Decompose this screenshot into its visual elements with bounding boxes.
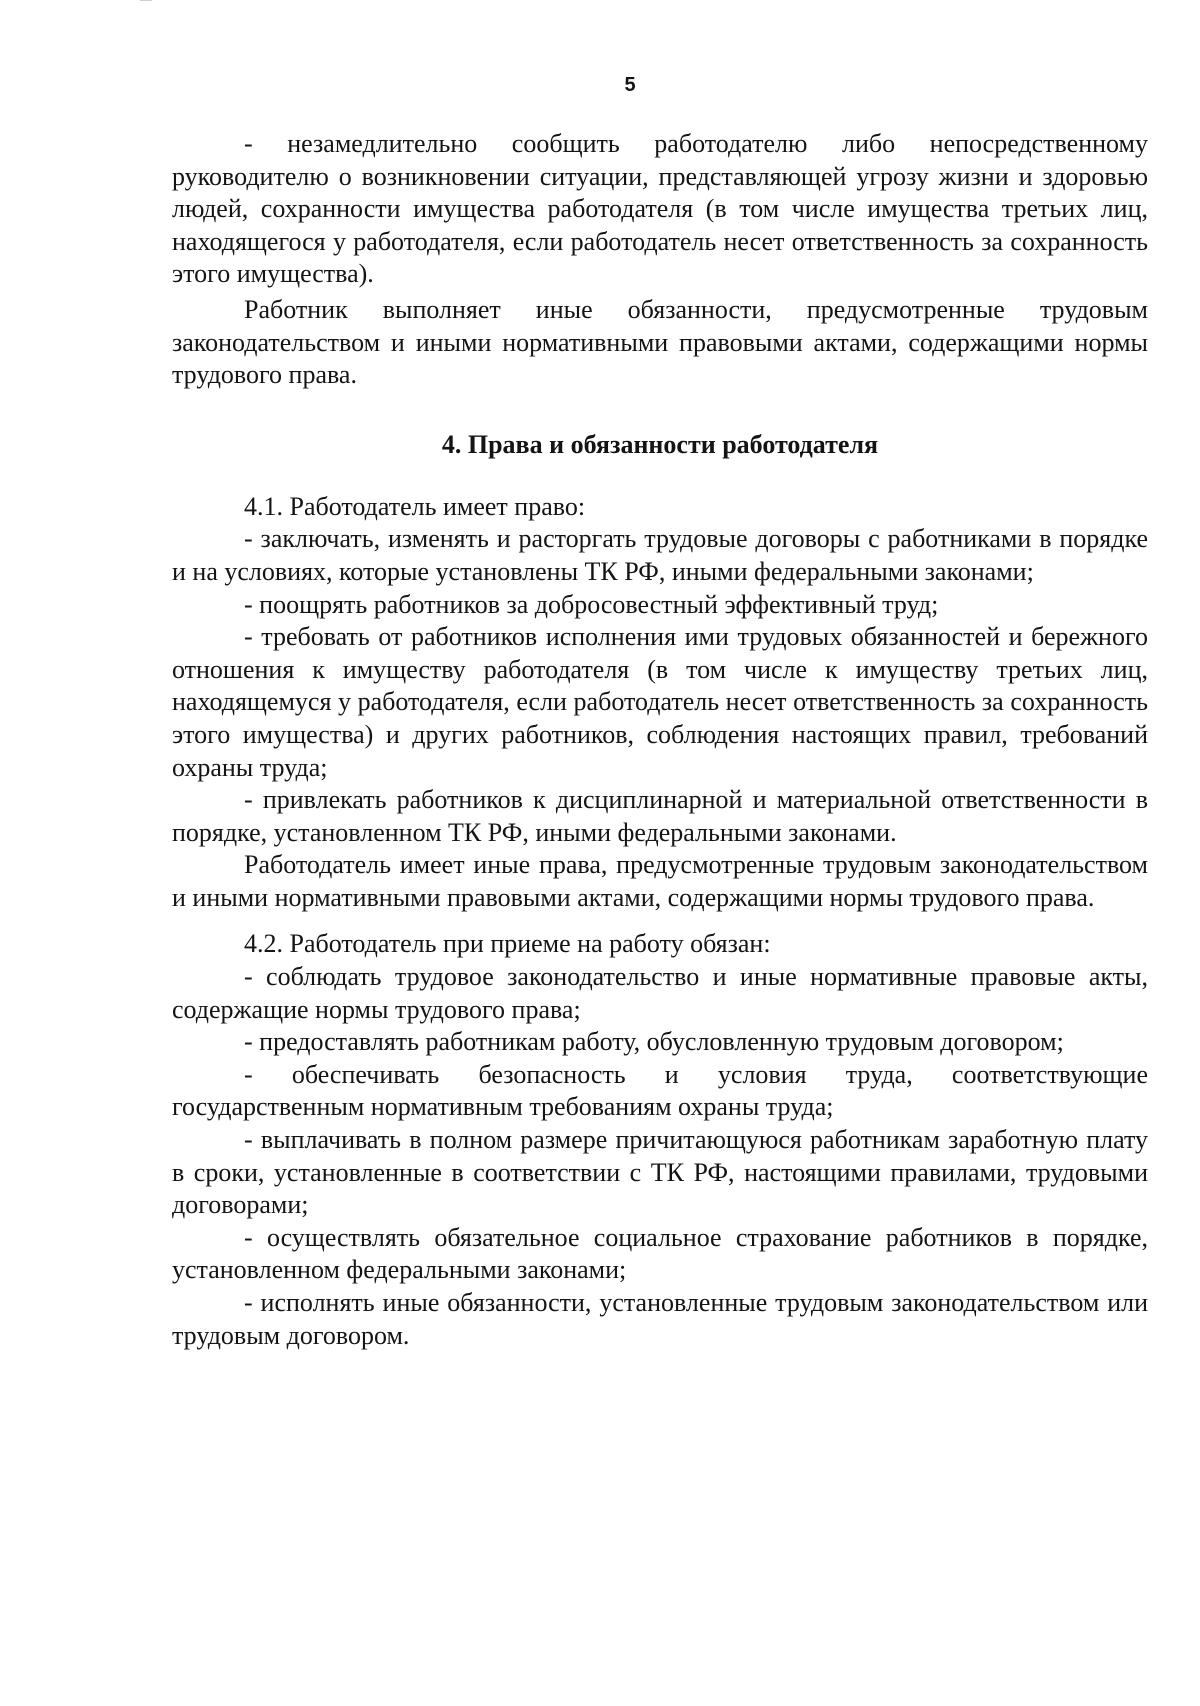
paragraph-other-rights: Работодатель имеет иные права, предусмотренные трудовым законодательством и иными нормативными правовыми актами, содержащими нормы трудового права. (172, 850, 1148, 912)
list-item: - заключать, изменять и расторгать трудовые договоры с работниками в порядке и на условиях, которые установлены ТК РФ, иными федеральными законами; (172, 524, 1148, 586)
page-body (172, 128, 1148, 1352)
list-item: - обеспечивать безопасность и условия труда, соответствующие государственным нормативным требованиям охраны труда; (172, 1059, 1148, 1122)
list-item: - привлекать работников к дисциплинарной и материальной ответственности в порядке, установленном ТК РФ, иными федеральными законами. (172, 785, 1148, 847)
list-item: - поощрять работников за добросовестный эффективный труд; (244, 589, 939, 619)
list-item: - выплачивать в полном размере причитающуюся работникам заработную плату в сроки, установленные в соответствии с ТК РФ, настоящими правилами, трудовыми договорами; (172, 1125, 1148, 1220)
list-item: - предоставлять работникам работу, обусловленную трудовым договором; (244, 1027, 1064, 1057)
subsection-employer-obligations (172, 928, 1148, 1352)
page-number: 5 (624, 74, 636, 96)
list-item: - исполнять иные обязанности, установленные трудовым законодательством или трудовым договором. (172, 1288, 1148, 1350)
subsection-title: 4.2. Работодатель при приеме на работу обязан: (244, 929, 771, 959)
paragraph-other-duties: Работник выполняет иные обязанности, предусмотренные трудовым законодательством и иными нормативными правовыми актами, содержащими нормы трудового права. (172, 294, 1148, 390)
subsection-title: 4.1. Работодатель имеет право: (244, 491, 586, 521)
paragraph-duty-report: - незамедлительно сообщить работодателю либо непосредственному руководителю о возникновении ситуации, представляющей угрозу жизни и здоровью людей, сохранности имущества работодателя (в том числе имущества третьих лиц, находящегося у работодателя, если работодатель несет ответственность за сохранность этого имущества). (172, 129, 1148, 289)
list-item: - требовать от работников исполнения ими трудовых обязанностей и бережного отношения к имуществу работодателя (в том числе к имуществу третьих лиц, находящемуся у работодателя, если работодатель несет ответственность за сохранность этого имущества) и других работников, соблюдения настоящих правил, требований охраны труда; (172, 622, 1148, 782)
list-item: - соблюдать трудовое законодательство и иные нормативные правовые акты, содержащие нормы трудового права; (172, 962, 1148, 1024)
list-item: - осуществлять обязательное социальное страхование работников в порядке, установленном федеральными законами; (172, 1222, 1148, 1285)
section-heading: 4. Права и обязанности работодателя (441, 429, 879, 459)
subsection-employer-rights (172, 491, 1148, 915)
scan-mark (140, 0, 152, 1)
